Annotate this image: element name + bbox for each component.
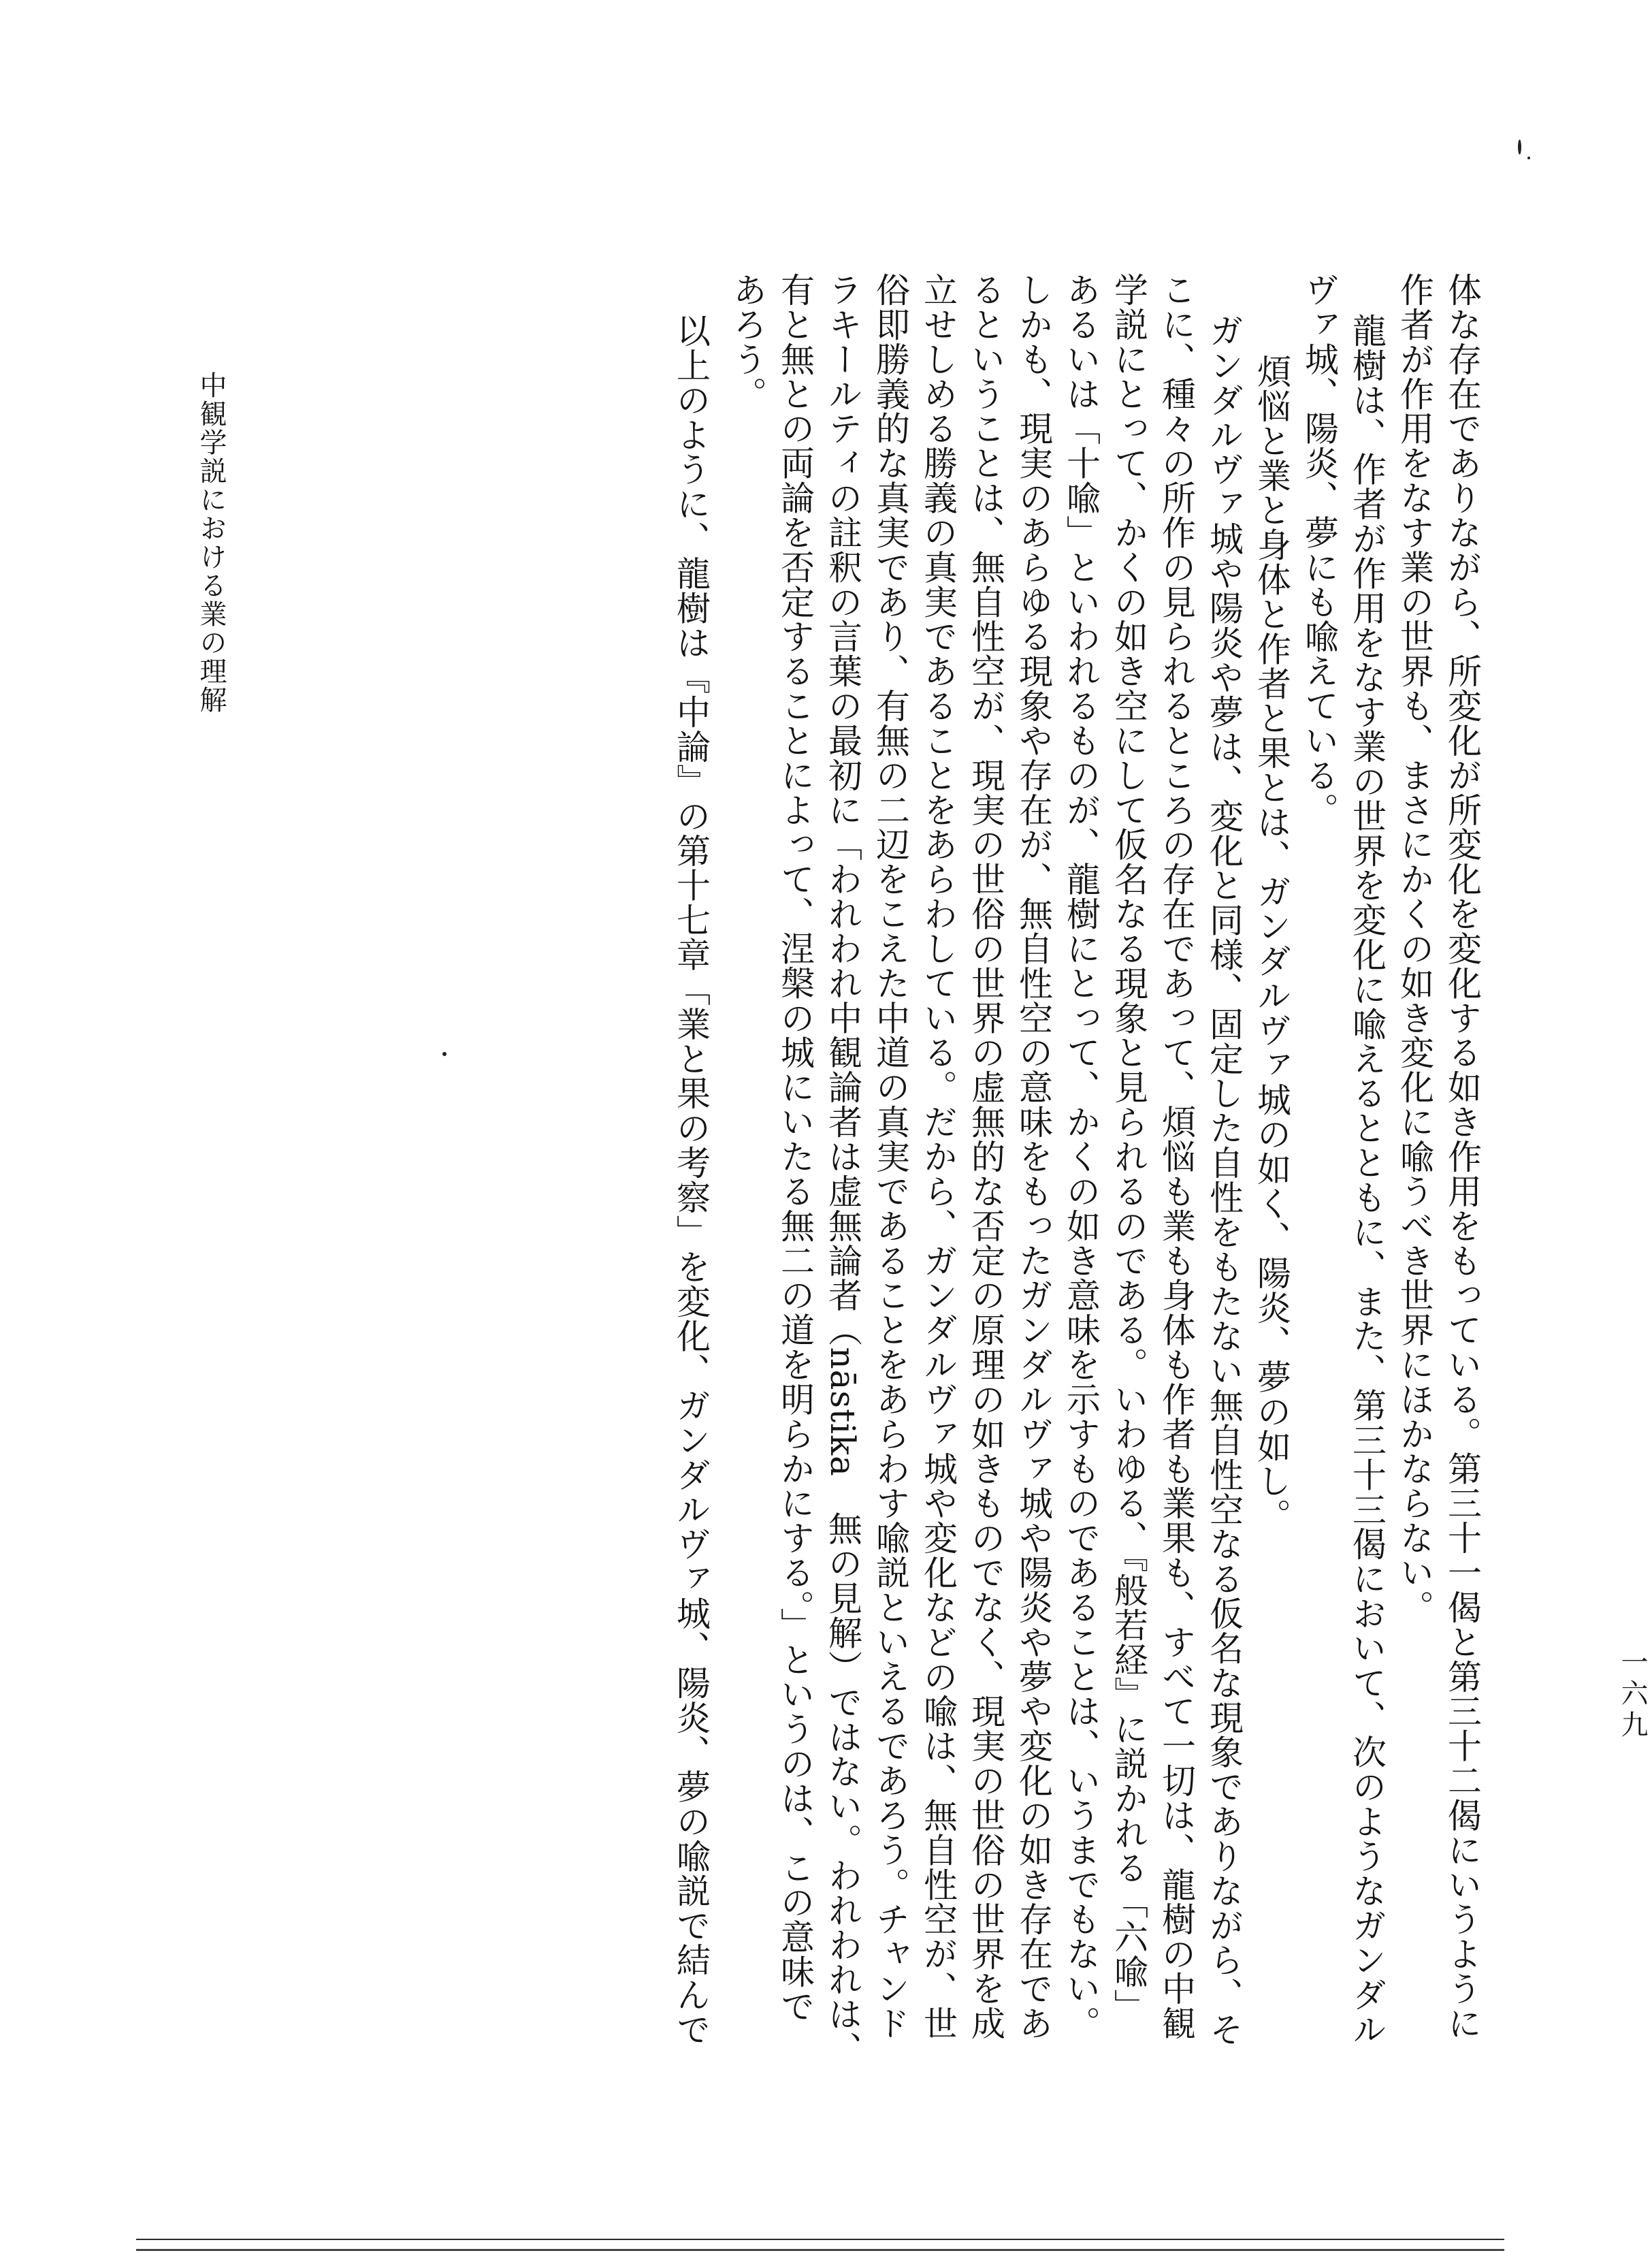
margin-mark bbox=[442, 1052, 447, 1056]
text-column-16: あろう。 bbox=[728, 272, 767, 411]
text-column-4: ヴァ城、陽炎、夢にも喩えている。 bbox=[1299, 272, 1339, 827]
page-number: 一六九 bbox=[1617, 1648, 1648, 1742]
text-column-11: るということは、無自性空が、現実の世俗の世界の虚無的な否定の原理の如きものでなく、現実の世俗の世界を成 bbox=[966, 272, 1005, 2041]
text-column-12: 立せしめる勝義の真実であることをあらわしている。だから、ガンダルヴァ城や変化などの喩は、無自性空が、世 bbox=[918, 272, 958, 2041]
text-column-10: しかも、現実のあらゆる現象や存在が、無自性空の意味をもったガンダルヴァ城や陽炎や夢や変化の如き存在であ bbox=[1014, 272, 1053, 2041]
quoted-verse: 煩悩と業と身体と作者と果とは、ガンダルヴァ城の如く、陽炎、夢の如し。 bbox=[1252, 354, 1291, 1533]
text-column-1: 体な存在でありながら、所変化が所変化を変化する如き作用をもっている。第三十一偈と第三十二偈にいうように bbox=[1442, 272, 1482, 2041]
text-column-8: 学説にとって、かくの如き空にして仮名なる現象と見られるのである。いわゆる、『般若経』に説かれる「六喩」 bbox=[1109, 272, 1148, 2024]
running-head: 中観学説における業の理解 bbox=[195, 371, 227, 714]
text-column-6: ガンダルヴァ城や陽炎や夢は、変化と同様、固定した自性をもたない無自性空なる仮名な現象でありながら、そ bbox=[1204, 313, 1244, 2047]
text-column-3: 龍樹は、作者が作用をなす業の世界を変化に喩えるとともに、また、第三十三偈において、次のようなガンダル bbox=[1347, 313, 1387, 2047]
text-column-2: 作者が作用をなす業の世界も、まさにかくの如き変化に喩うべき世界にほかならない。 bbox=[1395, 272, 1434, 1625]
text-column-13: 俗即勝義的な真実であり、有無の二辺をこえた中道の真実であることをあらわす喩説といえるであろう。チャンド bbox=[871, 272, 910, 2041]
text-column-9: あるいは「十喩」といわれるものが、龍樹にとって、かくの如き意味を示すものであることは、いうまでもない。 bbox=[1061, 272, 1101, 2041]
text-column-17: 以上のように、龍樹は『中論』の第十七章「業と果の考察」を変化、ガンダルヴァ城、陽炎、夢の喩説で結んで bbox=[671, 313, 711, 2047]
text-column-7: こに、種々の所作の見られるところの存在であって、煩悩も業も身体も作者も業果も、すべて一切は、龍樹の中観 bbox=[1156, 272, 1196, 2041]
text-column-15: 有と無との両論を否定することによって、涅槃の城にいたる無二の道を明らかにする。」というのは、この意味で bbox=[775, 272, 815, 2024]
bottom-rule bbox=[136, 2239, 1504, 2240]
margin-mark bbox=[1527, 157, 1530, 159]
bottom-rule-lower bbox=[136, 2249, 1504, 2251]
text-column-14: ラキールティの註釈の言葉の最初に「われわれ中観論者は虚無論者（nāstika 無の見解）ではない。われわれは、 bbox=[823, 272, 862, 2066]
margin-mark bbox=[1518, 140, 1521, 155]
